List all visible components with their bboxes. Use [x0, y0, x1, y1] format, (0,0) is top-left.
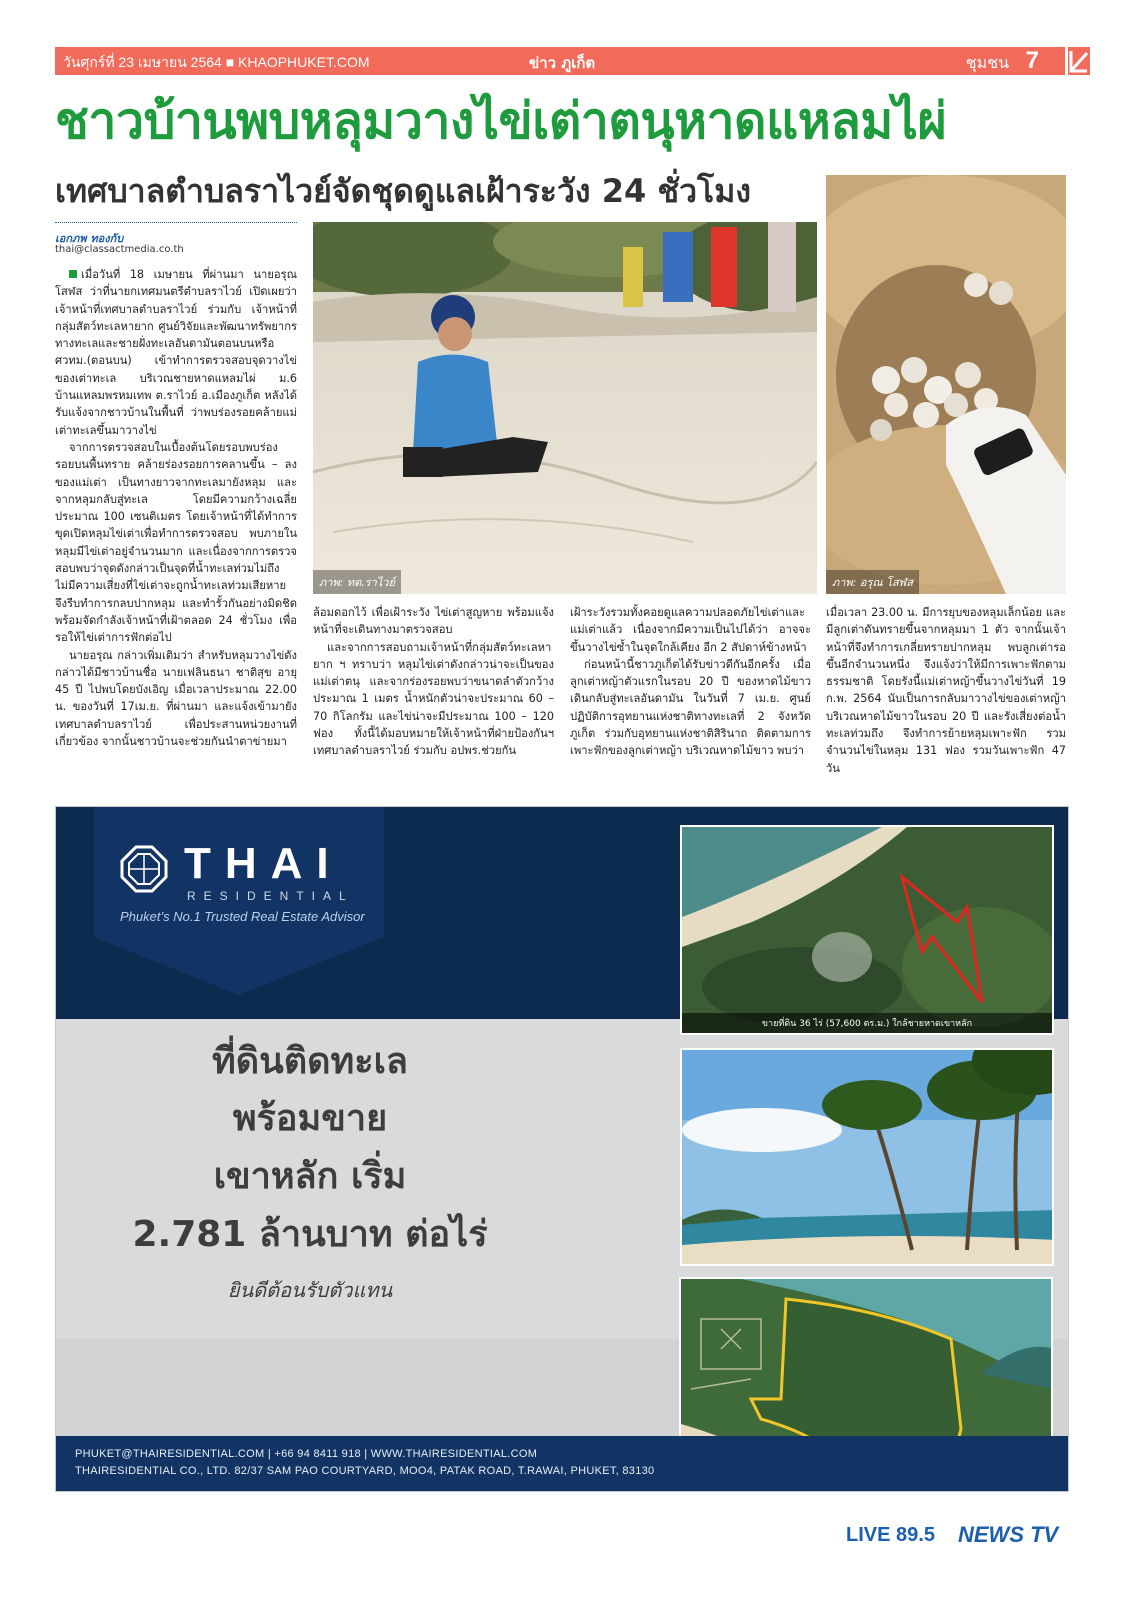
thai-residential-logo-icon	[120, 845, 168, 893]
paragraph: นายอรุณ กล่าวเพิ่มเติมว่า สำหรับหลุมวางไข่ดังกล่าวได้มีชาวบ้านชื่อ นายเฟลินธนา ชาติสุข อายุ 45 ปี ไปพบโดยบังเอิญ เมื่อเวลาประมาณ 22.00 น. ของวันที่ 17เม.ย. ที่ผ่านมา และแจ้งเข้ามายังเทศบาลตำบลราไวย์ เพื่อประสานหน่วยงานที่เกี่ยวข้อง จากนั้นชาวบ้านจะช่วยกันนำตาข่ายมา	[55, 648, 297, 749]
paragraph: เฝ้าระวังรวมทั้งคอยดูแลความปลอดภัยไข่เต่าและแม่เต่าแล้ว เนื่องจากมีความเป็นไปได้ว่า อาจจะขึ้นวางไข่ซ้ำในจุดใกล้เคียง อีก 2 สัปดาห์ข้างหน้า	[570, 606, 811, 654]
live-radio-logo: LIVE 89.5	[846, 1524, 935, 1546]
ad-image-aerial-1	[680, 825, 1054, 1035]
ad-image-caption: ขายที่ดิน 36 ไร่ (57,600 ตร.ม.) ใกล้ชายหาดเขาหลัก	[682, 1013, 1052, 1033]
article-column-2	[313, 604, 554, 794]
paragraph-text: เมื่อวันที่ 18 เมษายน ที่ผ่านมา นายอรุณ โสฬส ว่าที่นายกเทศมนตรีตำบลราไวย์ เปิดเผยว่า เจ้าหน้าที่เทศบาลตำบลราไวย์ ร่วมกับ เจ้าหน้าที่กลุ่มสัตว์ทะเลหายาก ศูนย์วิจัยและพัฒนาทรัพยากรทางทะเลและชายฝั่งทะเลอันดามันตอนบนหรือ ศวทม.(ตอนบน) เข้าทำการตรวจสอบจุดวางไข่ของเต่าทะเล บริเวณชายหาดแหลมไผ่ ม.6 บ้านแหลมพรหมเทพ ต.ราไวย์ อ.เมืองภูเก็ต หลังได้รับแจ้งจากชาวบ้านในพื้นที่ ว่าพบร่องรอยคล้ายแม่เต่าทะเลขึ้นมาวางไข่	[55, 268, 297, 437]
page-number: 7	[1025, 47, 1039, 74]
paragraph	[55, 266, 297, 439]
article-column-3	[570, 604, 811, 794]
article-column-4	[826, 604, 1066, 794]
photo-caption: ภาพ: อรุณ โสฬส	[826, 570, 919, 594]
news-tv-logo: NEWS TV	[958, 1522, 1059, 1547]
ad-headline-line-1: ที่ดินติดทะเล	[212, 1041, 408, 1082]
article-subheadline: เทศบาลตำบลราไวย์จัดชุดดูแลเฝ้าระวัง 24 ชั่วโมง	[55, 172, 751, 210]
beach-palms-image	[682, 1050, 1054, 1266]
paragraph: และจากการสอบถามเจ้าหน้าที่กลุ่มสัตว์ทะเลหายาก ฯ ทราบว่า หลุมไข่เต่าดังกล่าวน่าจะเป็นของแม่เต่าตนุ และจากร่องรอยพบว่าขนาดลำตัวกว้างประมาณ 1 เมตร น้ำหนักตัวน่าจะประมาณ 60 – 70 กิโลกรัม และไข่น่าจะมีประมาณ 100 – 120 ฟอง ทั้งนี้ได้มอบหมายให้เจ้าหน้าที่ฝ่ายป้องกันฯ เทศบาลตำบลราไวย์ ร่วมกับ อปพร.ช่วยกัน	[313, 640, 554, 758]
byline-divider	[55, 222, 297, 223]
photo-turtle-eggs	[826, 175, 1066, 594]
ad-address-line: THAIRESIDENTIAL CO., LTD. 82/37 SAM PAO COURTYARD, MOO4, PATAK ROAD, T.RAWAI, PHUKET, 83130	[75, 1465, 655, 1477]
header-bar	[55, 47, 1065, 75]
paragraph: จากการตรวจสอบในเบื้องต้นโดยรอบพบร่องรอยบนพื้นทราย คล้ายร่องรอยการคลานขึ้น – ลง ของแม่เต่า เป็นทางยาวจากทะเลมายังหลุม และจากหลุมกลับสู่ทะเล โดยมีความกว้างเฉลี่ยประมาณ 100 เซนติเมตร โดยเจ้าหน้าที่ได้ทำการขุดเปิดหลุมไข่เต่าเพื่อทำการตรวจสอบ พบภายในหลุมมีไข่เต่าอยู่จำนวนมาก และเนื่องจากการตรวจสอบพบว่าจุดดังกล่าวเป็นจุดที่น้ำทะเลท่วมไม่ถึง ไม่มีความเสี่ยงที่ไข่เต่าจะถูกน้ำทะเลท่วมเสียหาย จึงรีบทำการกลบปากหลุม และทำรั้วกันอย่างมิดชิด พร้อมจัดกำลังเจ้าหน้าที่เฝ้าตลอด 24 ชั่วโมง เพื่อรอให้ไข่เต่าการฟักต่อไป	[55, 440, 297, 645]
paragraph: เมื่อเวลา 23.00 น. มีการยุบของหลุมเล็กน้อย และมีลูกเต่าดันทรายขึ้นจากหลุมมา 1 ตัว จากนั้นเจ้าหน้าที่จึงทำการเกลี่ยทรายปากหลุม พบลูกเต่ารอขึ้นอีกจำนวนหนึ่ง จึงแจ้งว่าให้มีการเพาะฟักตามธรรมชาติ โดยรังนี้แม่เต่าหญ้าขึ้นวางไข่วันที่ 19 ก.พ. 2564 นับเป็นการกลับมาวางไข่ของเต่าหญ้าบริเวณหาดไม้ขาวในรอบ 20 ปี และรังเสี่ยงต่อน้ำทะเลท่วมถึง จึงทำการย้ายหลุมเพาะฟัก รวมจำนวนไข่ในหลุม 131 ฟอง รวมวันเพาะฟัก 47 วัน	[826, 606, 1066, 775]
ad-headline-line-2: พร้อมขาย	[232, 1098, 388, 1139]
photo-beach-inspection	[313, 222, 817, 594]
masthead-logo: ข่าว ภูเก็ต	[529, 54, 596, 72]
section-name: ชุมชน	[965, 53, 1009, 72]
author-email: thai@classactmedia.co.th	[55, 244, 184, 255]
turtle-eggs-image	[826, 175, 1066, 594]
ad-image-beach-palms	[680, 1048, 1054, 1266]
ad-agent-welcome: ยินดีต้อนรับตัวแทน	[227, 1278, 393, 1302]
article-headline: ชาวบ้านพบหลุมวางไข่เต่าตนุหาดแหลมไผ่	[55, 92, 947, 150]
ad-footer-band	[56, 1436, 1068, 1491]
ad-contact-line: PHUKET@THAIRESIDENTIAL.COM | +66 94 8411 918 | WWW.THAIRESIDENTIAL.COM	[75, 1448, 538, 1460]
brand-tagline: Phuket’s No.1 Trusted Real Estate Advisor	[120, 909, 365, 924]
beach-photo-image	[313, 222, 817, 594]
brand-subname: RESIDENTIAL	[187, 889, 354, 903]
bullet-square-icon	[69, 270, 77, 278]
ad-logo-chevron	[94, 937, 384, 997]
ad-headline-line-3: เขาหลัก เริ่ม	[213, 1156, 407, 1197]
ad-headline-line-4: 2.781 ล้านบาท ต่อไร่	[132, 1214, 488, 1255]
aerial-map-image	[682, 827, 1054, 1035]
paragraph: ก่อนหน้านี้ชาวภูเก็ตได้รับข่าวดีกันอีกครั้ง เมื่อลูกเต่าหญ้าตัวแรกในรอบ 20 ปี ของหาดไม้ขาวเดินกลับสู่ทะเลอันดามัน ในวันที่ 7 เม.ย. ศูนย์ปฏิบัติการอุทยานแห่งชาติทางทะเลที่ 2 จังหวัดภูเก็ต ร่วมกับอุทยานแห่งชาติสิรินาถ ติดตามการเพาะฟักของลูกเต่าหญ้า บริเวณหาดไม้ขาว พบว่า	[570, 657, 811, 758]
article-column-1	[55, 266, 297, 794]
footer-logos	[846, 1518, 1068, 1548]
paragraph: ล้อมดอกไว้ เพื่อเฝ้าระวัง ไข่เต่าสูญหาย พร้อมแจ้งหน้าที่จะเดินทางมาตรวจสอบ	[313, 606, 554, 637]
corner-arrow-icon	[1068, 47, 1090, 75]
brand-name: THAI	[184, 839, 343, 888]
author-name: เอกภพ ทองกับ	[55, 232, 124, 245]
issue-date: วันศุกร์ที่ 23 เมษายน 2564 ■ KHAOPHUKET.COM	[63, 54, 370, 70]
photo-caption: ภาพ: ทต.ราไวย์	[313, 570, 401, 594]
